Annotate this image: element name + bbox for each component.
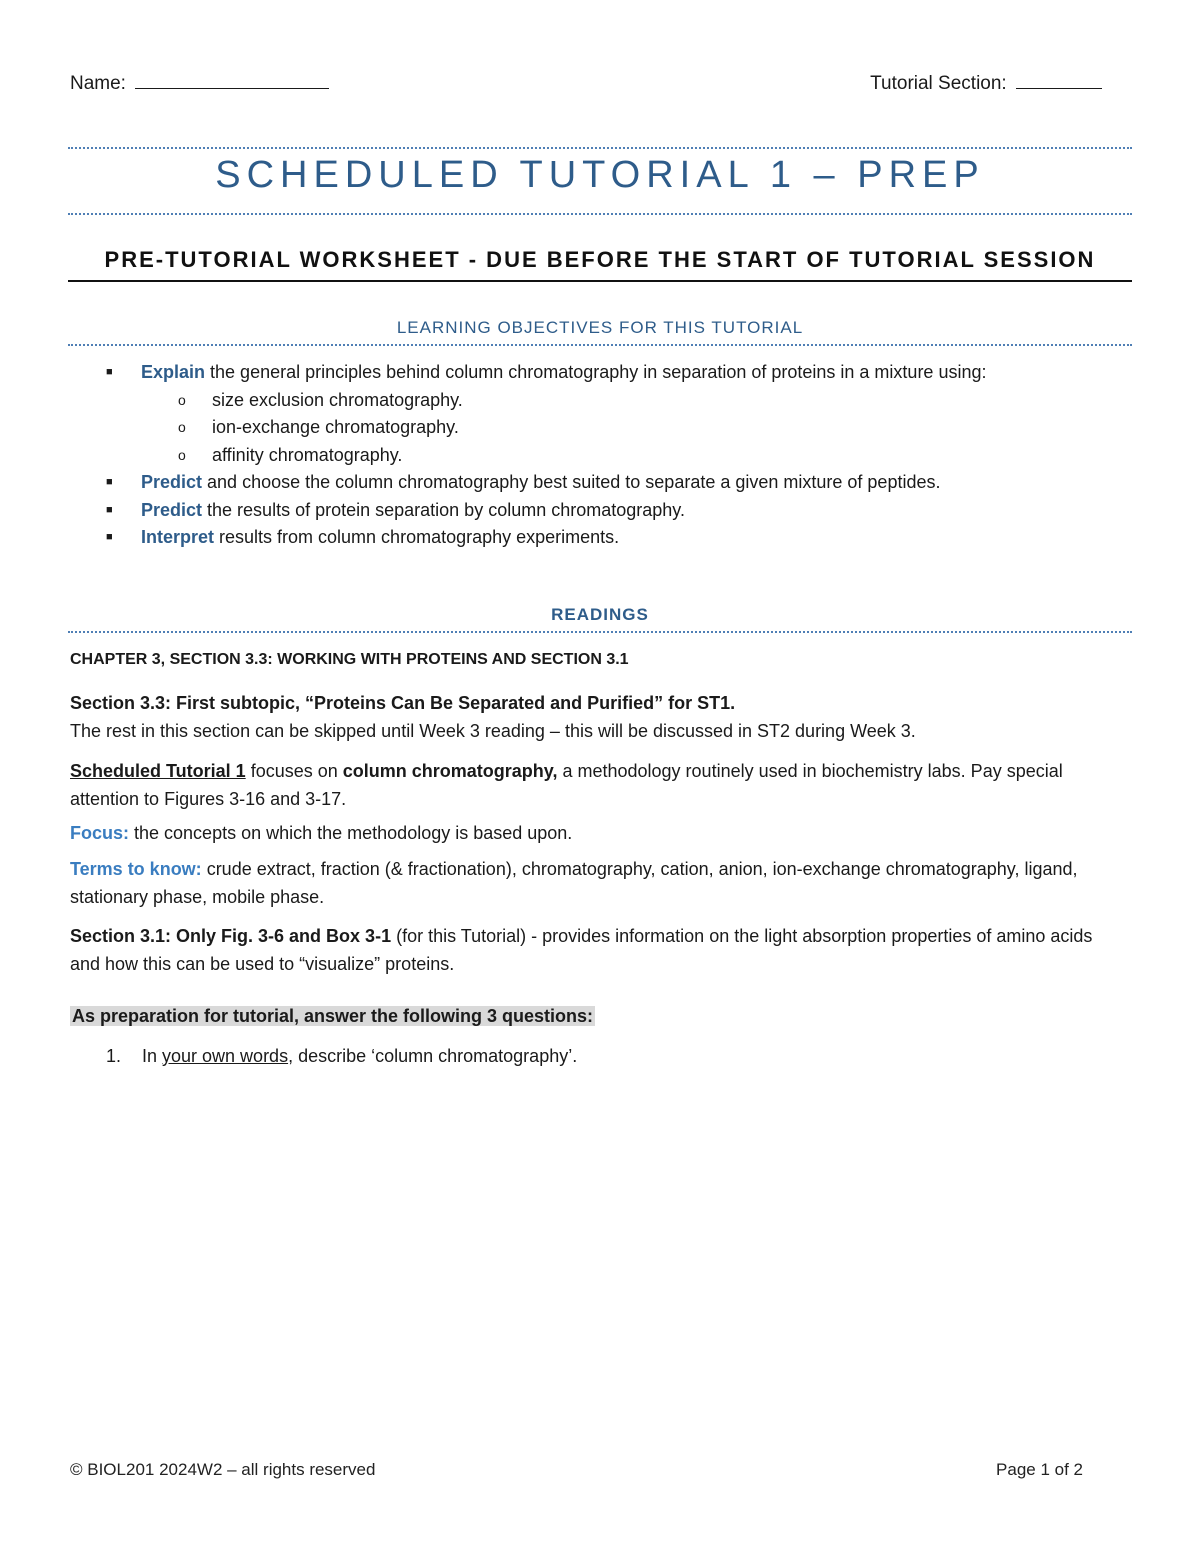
worksheet-subtitle: PRE-TUTORIAL WORKSHEET - DUE BEFORE THE START OF TUTORIAL SESSION <box>104 247 1096 272</box>
st1-text-mid: focuses on <box>245 761 343 781</box>
readings-rule <box>68 631 1132 633</box>
circle-bullet-icon: o <box>178 391 186 408</box>
terms-paragraph <box>70 856 1120 911</box>
question-emphasis: your own words <box>162 1046 289 1066</box>
subtitle-rule <box>68 280 1132 282</box>
square-bullet-icon: ■ <box>106 366 113 378</box>
name-label: Name: <box>70 73 126 94</box>
title-top-rule <box>68 147 1132 149</box>
list-item <box>70 387 1140 415</box>
sub-objective-text: affinity chromatography. <box>212 444 403 465</box>
list-item <box>70 524 1140 552</box>
objective-verb: Predict <box>141 499 203 520</box>
objectives-list <box>70 359 1140 552</box>
objective-text: the general principles behind column chromatography in separation of proteins in a mixture using: <box>205 362 987 382</box>
tutorial-section-field <box>870 73 1102 95</box>
objective-text: the results of protein separation by column chromatography. <box>202 499 685 520</box>
questions-intro-line <box>70 1003 1120 1031</box>
question-1 <box>106 1043 1106 1071</box>
section-3-1-paragraph <box>70 923 1120 978</box>
square-bullet-icon: ■ <box>106 476 113 488</box>
question-text-post: , describe ‘column chromatography’. <box>288 1046 578 1066</box>
focus-paragraph <box>70 820 1120 848</box>
readings-heading: READINGS <box>551 605 649 624</box>
section-3-1-text: (for this Tutorial) - provides information on the light absorption properties of amino acids and how this can be used to “visualize” proteins. <box>70 926 1093 974</box>
question-text-pre: In <box>142 1046 163 1066</box>
st1-paragraph <box>70 758 1120 813</box>
circle-bullet-icon: o <box>178 446 186 463</box>
objective-verb: Interpret <box>141 527 215 547</box>
list-item <box>70 359 1140 387</box>
footer-copyright: © BIOL201 2024W2 – all rights reserved <box>70 1460 376 1479</box>
square-bullet-icon: ■ <box>106 531 113 543</box>
st1-reference: Scheduled Tutorial 1 <box>70 761 246 781</box>
name-blank <box>135 74 329 89</box>
name-field <box>70 73 329 95</box>
list-item <box>70 414 1140 442</box>
sub-objective-text: ion-exchange chromatography. <box>212 417 459 437</box>
focus-text: the concepts on which the methodology is based upon. <box>129 823 573 843</box>
terms-text: crude extract, fraction (& fractionation), chromatography, cation, anion, ion-exchange chromatography, ligand, stationary phase, mobile phase. <box>70 859 1078 907</box>
objective-text: and choose the column chromatography best suited to separate a given mixture of peptides. <box>202 472 941 492</box>
question-number: 1. <box>106 1046 122 1066</box>
list-item <box>70 442 1140 470</box>
st1-text-rest: a methodology routinely used in biochemistry labs. Pay special attention to Figures 3-16 and 3-17. <box>70 761 1063 809</box>
page-title: SCHEDULED TUTORIAL 1 – PREP <box>215 154 985 196</box>
section-3-3-paragraph <box>70 690 1120 745</box>
footer-page-number: Page 1 of 2 <box>996 1460 1083 1479</box>
chapter-heading: CHAPTER 3, SECTION 3.3: WORKING WITH PROTEINS AND SECTION 3.1 <box>70 651 629 668</box>
objective-text: results from column chromatography experiments. <box>214 527 620 547</box>
section-3-3-title: Section 3.3: First subtopic, “Proteins Can Be Separated and Purified” for ST1. <box>70 693 736 713</box>
circle-bullet-icon: o <box>178 419 186 435</box>
tutorial-section-label: Tutorial Section: <box>870 73 1007 94</box>
section-3-3-note: The rest in this section can be skipped until Week 3 reading – this will be discussed in ST2 during Week 3. <box>70 720 916 741</box>
objective-verb: Explain <box>141 362 206 382</box>
st1-topic: column chromatography, <box>342 761 558 781</box>
objectives-heading: LEARNING OBJECTIVES FOR THIS TUTORIAL <box>396 318 804 337</box>
title-bottom-rule <box>68 213 1132 215</box>
tutorial-section-blank <box>1016 74 1102 89</box>
objective-verb: Predict <box>141 472 203 492</box>
section-3-1-title: Section 3.1: Only Fig. 3-6 and Box 3-1 <box>70 926 392 946</box>
terms-label: Terms to know: <box>70 859 202 879</box>
list-item <box>70 497 1140 525</box>
list-item <box>70 469 1140 497</box>
sub-objective-text: size exclusion chromatography. <box>212 389 463 410</box>
objectives-rule <box>68 344 1132 346</box>
focus-label: Focus: <box>70 823 130 843</box>
questions-intro: As preparation for tutorial, answer the following 3 questions: <box>72 1006 594 1026</box>
square-bullet-icon: ■ <box>106 503 113 516</box>
